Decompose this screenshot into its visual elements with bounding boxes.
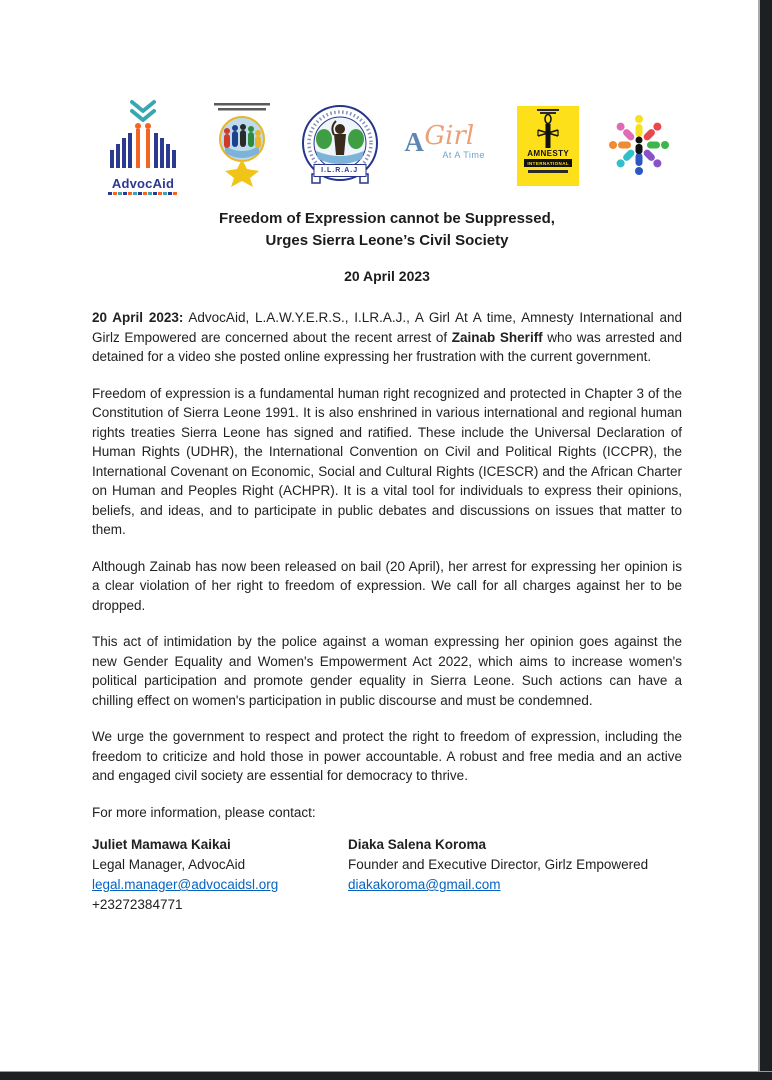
contact-name: Diaka Salena Koroma xyxy=(348,837,487,852)
photo-edge-right xyxy=(758,0,772,1080)
lawyers-globe-people-star-icon xyxy=(207,101,277,187)
photo-edge-bottom xyxy=(0,1071,772,1080)
contact-card-diaka xyxy=(348,835,648,915)
advocaid-logo-icon xyxy=(102,98,184,172)
a-girl-logo-letter-a: A xyxy=(404,127,424,157)
a-girl-logo-word-girl: Girl xyxy=(424,121,475,151)
advocaid-logo-label: AdvocAid xyxy=(111,175,175,191)
paragraph-1-date-lead: 20 April 2023: xyxy=(92,310,184,325)
amnesty-international-logo xyxy=(517,106,579,186)
paragraph-2: Freedom of expression is a fundamental human right recognized and protected in Chapter 3 of the Constitution of Sierra Leone 1991. It is also enshrined in various international and regional human rights treaties Sierra Leone has signed and ratified. These include the Universal Declaration of Human Rights (UDHR), the International Convention on Civil and Political Rights (ICCPR), the International Covenant on Economic, Social and Cultural Rights (ICESCR) and the African Charter on Human and Peoples Right (ACHPR). It is a vital tool for individuals to express their opinions, beliefs, and ideas, and to participate in public debates and discussions on issues that matter to them. xyxy=(92,385,682,537)
girlz-empowered-radial-figures-icon xyxy=(602,107,676,185)
contact-role: Founder and Executive Director, Girlz Empowered xyxy=(348,857,649,872)
title-line-1: Freedom of Expression cannot be Suppressed, xyxy=(219,210,555,227)
advocaid-logo-color-strip xyxy=(108,192,178,195)
amnesty-candle-barbed-wire-icon xyxy=(535,114,561,148)
document-date: 20 April 2023 xyxy=(344,268,430,284)
title-line-2: Urges Sierra Leone’s Civil Society xyxy=(265,232,509,249)
press-release-document xyxy=(92,0,682,915)
paragraph-1-name-bold: Zainab Sheriff xyxy=(451,329,543,345)
partner-logos-row xyxy=(92,98,682,194)
paragraph-4: This act of intimidation by the police against a woman expressing her opinion goes against the new Gender Equality and Women's Empowerment Act 2022, which aims to increase women's political participation and promote gender equality in Sierra Leone. Such actions can have a chilling effect on women's participation in public discourse and must be condemned. xyxy=(92,634,682,708)
document-title xyxy=(92,208,682,252)
contact-phone: +23272384771 xyxy=(92,897,183,912)
paragraph-3: Although Zainab has now been released on bail (20 April), her arrest for expressing her opinion is a clear violation of her right to freedom of expression. We call for all charges against her to be dropped. xyxy=(92,558,682,613)
contact-card-juliet xyxy=(92,835,348,915)
amnesty-logo-small-text-line xyxy=(528,170,568,173)
contacts-section xyxy=(92,835,682,915)
ilraj-emblem-icon xyxy=(300,101,380,191)
amnesty-logo-small-text-line xyxy=(537,109,559,111)
ilraj-logo-banner-label: I.L.R.A.J xyxy=(313,164,366,177)
contact-email-link[interactable]: diakakoroma@gmail.com xyxy=(348,877,501,892)
a-girl-at-a-time-logo xyxy=(402,123,494,169)
amnesty-logo-ribbon: INTERNATIONAL xyxy=(524,159,572,167)
contact-role: Legal Manager, AdvocAid xyxy=(92,857,246,872)
advocaid-logo xyxy=(102,98,184,195)
contact-name: Juliet Mamawa Kaikai xyxy=(92,837,231,852)
contact-email-link[interactable]: legal.manager@advocaidsl.org xyxy=(92,877,279,892)
girlz-empowered-logo xyxy=(602,107,676,185)
paragraph-1-text-a: AdvocAid, L.A.W.Y.E.R.S., I.LR.A.J., A Girl At A time, Amnesty International and Girlz Empowered are concerned about the recent arrest of xyxy=(92,310,682,345)
paragraph-5: We urge the government to respect and protect the right to freedom of expression, including the freedom to criticize and hold those in power accountable. A robust and free media and an active and engaged civil society are essential for democracy to thrive. xyxy=(92,729,682,783)
contact-intro-line: For more information, please contact: xyxy=(92,804,316,820)
amnesty-logo-wordmark: AMNESTY xyxy=(527,149,570,158)
paragraph-1-text-b: who was arrested and detained for a video she posted online expressing her frustration with the current government. xyxy=(92,329,683,364)
a-girl-logo-tagline: At A Time xyxy=(442,150,485,160)
lawyers-logo xyxy=(207,101,277,192)
ilraj-logo xyxy=(300,101,380,191)
paragraph-1 xyxy=(92,308,682,367)
